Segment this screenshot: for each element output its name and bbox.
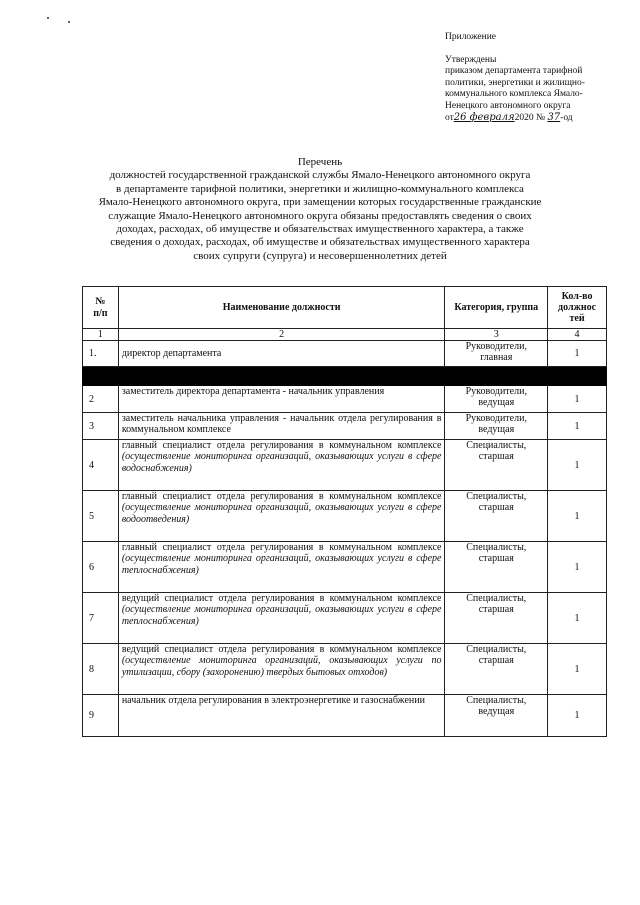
row-num: 1. — [83, 341, 119, 367]
position-name: ведущий специалист отдела регулирования в коммунальном комплексе (осуществление мониторинга организаций, оказывающих услуги по утилизации, сбору (захоронению) твердых бытовых отходов) — [118, 644, 445, 695]
row-count: 1 — [548, 542, 607, 593]
document-title — [40, 156, 600, 263]
approval-line: приказом департамента тарифной — [445, 66, 583, 76]
table-header-row — [83, 287, 607, 329]
title-line: в департаменте тарифной политики, энергетики и жилищно-коммунального комплекса — [116, 182, 524, 195]
table-row — [83, 644, 607, 695]
approval-line: политики, энергетики и жилищно- — [445, 77, 585, 88]
row-category: Специалисты, старшая — [445, 644, 548, 695]
row-num: 3 — [83, 413, 119, 440]
header-position: Наименование должности — [118, 287, 445, 329]
row-num: 7 — [83, 593, 119, 644]
position-name: главный специалист отдела регулирования в коммунальном комплексе (осуществление мониторинга организаций, оказывающих услуги в сфере водоснабжения) — [118, 440, 445, 491]
position-name: ведущий специалист отдела регулирования в коммунальном комплексе (осуществление мониторинга организаций, оказывающих услуги в сфере теплоснабжения) — [118, 593, 445, 644]
row-count: 1 — [548, 593, 607, 644]
position-name: главный специалист отдела регулирования в коммунальном комплексе (осуществление мониторинга организаций, оказывающих услуги в сфере водоотведения) — [118, 491, 445, 542]
handwritten-number: 37 — [547, 112, 561, 123]
row-count: 1 — [548, 695, 607, 737]
row-category: Руководители, главная — [445, 341, 548, 367]
row-num: 6 — [83, 542, 119, 593]
row-count: 1 — [548, 413, 607, 440]
title-line: Ямало-Ненецкого автономного округа, при замещении которых государственные гражданские — [98, 196, 542, 209]
table-row — [83, 386, 607, 413]
col-number: 2 — [118, 329, 445, 341]
row-num: 4 — [83, 440, 119, 491]
title-line: доходах, расходах, об имуществе и обязательствах имущественного характера, а также — [116, 223, 524, 236]
approved-label: Утверждены — [445, 54, 497, 65]
row-category: Специалисты, старшая — [445, 593, 548, 644]
row-count: 1 — [548, 386, 607, 413]
appendix-label: Приложение — [445, 32, 496, 42]
positions-table — [82, 286, 607, 737]
redacted-bar — [83, 367, 607, 386]
approval-line: коммунального комплекса Ямало- — [445, 89, 583, 99]
row-num: 8 — [83, 644, 119, 695]
table-row — [83, 440, 607, 491]
row-count: 1 — [548, 341, 607, 367]
position-name: заместитель директора департамента - начальник управления — [118, 386, 445, 413]
title-line: служащие Ямало-Ненецкого автономного округа обязаны предоставлять сведения о своих — [108, 209, 532, 222]
title-heading: Перечень — [297, 156, 343, 168]
scan-speck — [47, 17, 49, 19]
col-number: 4 — [548, 329, 607, 341]
approval-line: Ненецкого автономного округа — [445, 100, 571, 111]
row-category: Специалисты, старшая — [445, 542, 548, 593]
table-row — [83, 695, 607, 737]
column-number-row — [83, 329, 607, 341]
row-category: Специалисты, старшая — [445, 440, 548, 491]
row-category: Специалисты, ведущая — [445, 695, 548, 737]
position-name: директор департамента — [118, 341, 445, 367]
row-count: 1 — [548, 440, 607, 491]
title-line: своих супруги (супруга) и несовершеннолетних детей — [193, 249, 447, 262]
row-count: 1 — [548, 644, 607, 695]
table-row — [83, 542, 607, 593]
order-date-line — [445, 112, 620, 125]
order-year: 2020 № — [514, 113, 546, 123]
col-number: 3 — [445, 329, 548, 341]
row-num: 2 — [83, 386, 119, 413]
row-category: Руководители, ведущая — [445, 413, 548, 440]
position-name: заместитель начальника управления - начальник отдела регулирования в коммунальном комплексе — [118, 413, 445, 440]
row-category: Руководители, ведущая — [445, 386, 548, 413]
header-count: Кол-во должнос тей — [548, 287, 607, 329]
scan-speck — [68, 21, 70, 23]
table-row — [83, 413, 607, 440]
col-number: 1 — [83, 329, 119, 341]
row-num: 9 — [83, 695, 119, 737]
order-suffix: -од — [560, 113, 573, 123]
table-row — [83, 341, 607, 367]
approval-block — [445, 32, 620, 125]
title-line: сведения о доходах, расходах, об имуществе и обязательствах имущественного характера — [110, 236, 530, 249]
row-num: 5 — [83, 491, 119, 542]
handwritten-date: 26 февраля — [453, 112, 515, 123]
position-name: начальник отдела регулирования в электроэнергетике и газоснабжении — [118, 695, 445, 737]
date-prefix: от — [445, 113, 454, 123]
title-line: должностей государственной гражданской службы Ямало-Ненецкого автономного округа — [109, 169, 531, 182]
row-category: Специалисты, старшая — [445, 491, 548, 542]
table-row — [83, 593, 607, 644]
header-num: № п/п — [83, 287, 119, 329]
table-row — [83, 491, 607, 542]
header-category: Категория, группа — [445, 287, 548, 329]
row-count: 1 — [548, 491, 607, 542]
position-name: главный специалист отдела регулирования в коммунальном комплексе (осуществление мониторинга организаций, оказывающих услуги в сфере теплоснабжения) — [118, 542, 445, 593]
